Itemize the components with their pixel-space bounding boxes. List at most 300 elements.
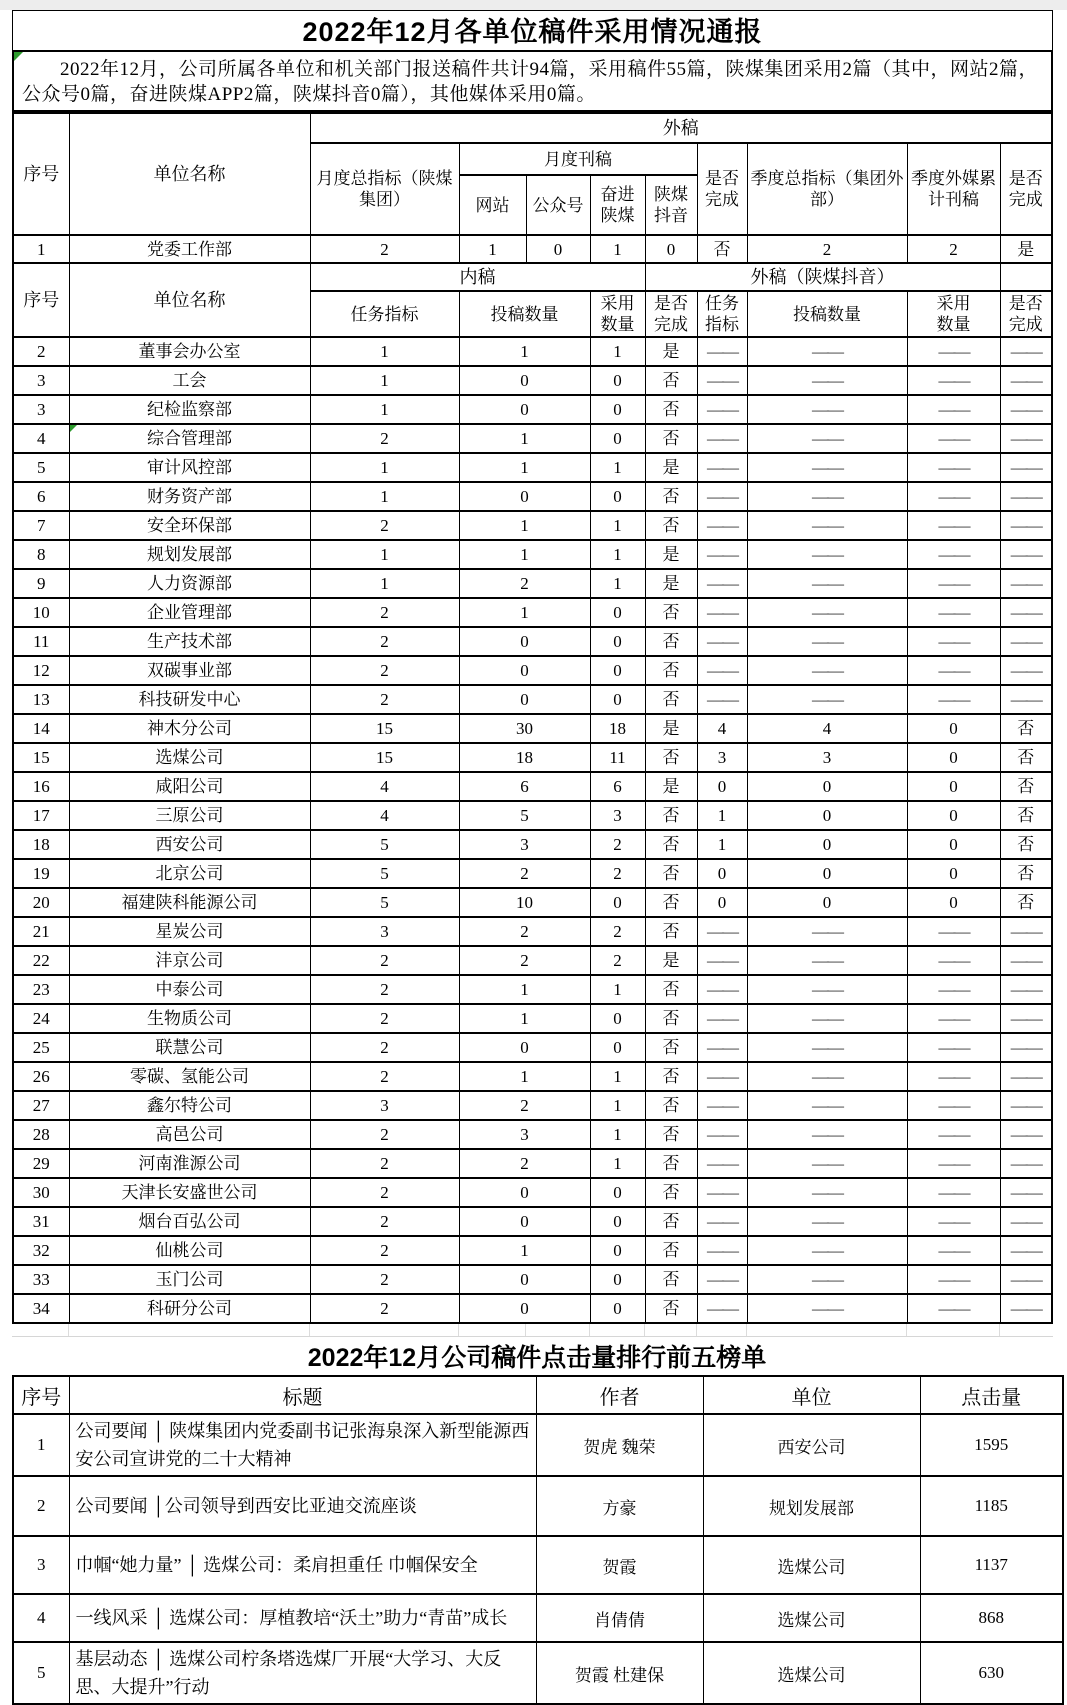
value-cell: 0 [459,366,590,395]
row-number: 17 [13,801,69,830]
value-cell: 2 [459,1091,590,1120]
cell-corner-marker [70,425,77,432]
value-cell: —— [907,424,1000,453]
value-cell: —— [747,1294,907,1323]
row-number: 21 [13,917,69,946]
value-cell: 2 [310,1149,459,1178]
value-cell: 1 [459,1062,590,1091]
value-cell: 否 [645,1265,697,1294]
value-cell: 0 [590,1236,645,1265]
value-cell: 2 [310,1265,459,1294]
value-cell: 0 [907,772,1000,801]
value-cell: —— [697,975,747,1004]
value-cell: 1 [590,1062,645,1091]
row-number: 4 [13,424,69,453]
value-cell: —— [697,482,747,511]
value-cell: —— [697,1120,747,1149]
value-cell: 1 [697,830,747,859]
value-cell: 否 [645,366,697,395]
col-header-account: 公众号 [526,175,590,235]
value-cell: 2 [747,235,907,263]
value-cell: —— [907,1120,1000,1149]
author-name: 肖倩倩 [536,1594,703,1642]
value-cell: —— [1000,975,1052,1004]
value-cell: —— [907,1091,1000,1120]
value-cell: —— [747,424,907,453]
adoption-table [12,112,1053,1324]
row-number: 9 [13,569,69,598]
col-header-unit: 单位 [703,1376,920,1414]
value-cell: —— [747,366,907,395]
value-cell: 否 [645,1178,697,1207]
unit-row [13,1033,1052,1062]
value-cell: —— [1000,1236,1052,1265]
value-cell: —— [907,1294,1000,1323]
unit-name: 三原公司 [69,801,310,830]
value-cell: —— [907,482,1000,511]
row-number: 27 [13,1091,69,1120]
value-cell: —— [697,1004,747,1033]
value-cell: 2 [459,917,590,946]
value-cell: —— [1000,1062,1052,1091]
value-cell: 否 [645,1004,697,1033]
col-header-unit: 单位名称 [69,113,310,235]
row-number: 23 [13,975,69,1004]
value-cell: —— [1000,337,1052,366]
col-header-submitted: 投稿数量 [459,291,590,337]
col-header-task: 任务指标 [310,291,459,337]
value-cell: 0 [907,859,1000,888]
value-cell: 1 [590,1091,645,1120]
value-cell: 3 [310,1091,459,1120]
value-cell: —— [1000,569,1052,598]
value-cell: —— [907,453,1000,482]
value-cell: —— [907,366,1000,395]
value-cell: —— [1000,598,1052,627]
value-cell: 2 [459,569,590,598]
value-cell: —— [697,1033,747,1062]
value-cell: —— [747,540,907,569]
row-number: 29 [13,1149,69,1178]
value-cell: 0 [590,685,645,714]
ranking-row [13,1642,1063,1704]
value-cell: 否 [1000,714,1052,743]
click-count: 1595 [920,1414,1063,1476]
value-cell: 0 [697,888,747,917]
value-cell: 2 [310,511,459,540]
unit-name: 选煤公司 [703,1594,920,1642]
value-cell: 3 [590,801,645,830]
click-count: 630 [920,1642,1063,1704]
value-cell: —— [747,337,907,366]
value-cell: 否 [645,1091,697,1120]
unit-name: 纪检监察部 [69,395,310,424]
value-cell: 2 [310,975,459,1004]
value-cell: 2 [590,917,645,946]
unit-name: 咸阳公司 [69,772,310,801]
col-header-done: 是否完成 [697,143,747,235]
unit-row [13,1207,1052,1236]
value-cell: 2 [310,1062,459,1091]
value-cell: 0 [645,235,697,263]
author-name: 贺霞 杜建保 [536,1642,703,1704]
unit-row [13,801,1052,830]
unit-row [13,482,1052,511]
value-cell: 2 [310,1178,459,1207]
cell-corner-marker [14,52,23,61]
value-cell: —— [1000,366,1052,395]
value-cell: —— [747,569,907,598]
value-cell: 10 [459,888,590,917]
value-cell: 0 [907,888,1000,917]
unit-row [13,1120,1052,1149]
value-cell: —— [907,685,1000,714]
author-name: 方豪 [536,1476,703,1536]
value-cell: —— [747,453,907,482]
value-cell: 1 [459,975,590,1004]
value-cell: 否 [645,685,697,714]
value-cell: 1 [459,540,590,569]
value-cell: 1 [459,1004,590,1033]
value-cell: 1 [590,453,645,482]
value-cell: 0 [590,482,645,511]
col-header-site: 网站 [459,175,526,235]
value-cell: —— [747,685,907,714]
row-number: 10 [13,598,69,627]
row-number: 6 [13,482,69,511]
value-cell: 否 [645,1120,697,1149]
value-cell: —— [747,1004,907,1033]
value-cell: —— [747,1265,907,1294]
value-cell: 15 [310,743,459,772]
row-number: 24 [13,1004,69,1033]
value-cell: 3 [459,1120,590,1149]
unit-name: 联慧公司 [69,1033,310,1062]
col-header-adopted: 采用数量 [590,291,645,337]
row-number: 31 [13,1207,69,1236]
unit-name: 沣京公司 [69,946,310,975]
value-cell: 2 [459,946,590,975]
unit-row [13,1004,1052,1033]
article-title: 一线风采 │ 选煤公司：厚植教培“沃土”助力“青苗”成长 [69,1594,536,1642]
row-number: 3 [13,1536,69,1594]
row-number: 3 [13,395,69,424]
value-cell: 否 [645,1207,697,1236]
unit-row [13,1149,1052,1178]
value-cell: 否 [1000,830,1052,859]
value-cell: —— [1000,1004,1052,1033]
ranking-title: 2022年12月公司稿件点击量排行前五榜单 [307,1344,767,1372]
row-number: 16 [13,772,69,801]
report-title [12,10,1053,50]
value-cell: —— [697,627,747,656]
value-cell: 是 [645,540,697,569]
group-header-external-douyin: 外稿（陕煤抖音） [645,263,1000,291]
value-cell: 5 [310,830,459,859]
value-cell: 1 [590,1149,645,1178]
value-cell: 否 [645,830,697,859]
col-header-monthly-total: 月度总指标（陕煤集团） [310,143,459,235]
group-header-monthly-pub: 月度刊稿 [459,143,697,175]
value-cell: 否 [645,1033,697,1062]
value-cell: —— [747,1149,907,1178]
unit-name: 仙桃公司 [69,1236,310,1265]
value-cell: 1 [459,453,590,482]
value-cell: —— [697,656,747,685]
value-cell: 是 [645,772,697,801]
value-cell: 否 [645,1149,697,1178]
value-cell: 6 [590,772,645,801]
unit-row [13,830,1052,859]
value-cell: 0 [459,482,590,511]
value-cell: —— [747,511,907,540]
unit-row [13,888,1052,917]
value-cell: —— [747,1120,907,1149]
value-cell: —— [697,511,747,540]
report-sheet [0,10,1067,1705]
value-cell: 否 [1000,743,1052,772]
value-cell: —— [697,337,747,366]
value-cell: —— [907,1178,1000,1207]
value-cell: 0 [590,656,645,685]
unit-name: 综合管理部 [69,424,310,453]
value-cell: 2 [310,424,459,453]
col-header-unit: 单位名称 [69,263,310,337]
value-cell: 0 [590,1033,645,1062]
value-cell: 1 [310,395,459,424]
value-cell: 0 [459,395,590,424]
value-cell: —— [1000,1265,1052,1294]
value-cell: —— [907,598,1000,627]
col-header-done-ext: 是否完成 [1000,291,1052,337]
col-header-done2: 是否完成 [1000,143,1052,235]
value-cell: 是 [645,946,697,975]
value-cell: 否 [645,801,697,830]
col-header-task-ext: 任务指标 [697,291,747,337]
value-cell: 0 [590,627,645,656]
value-cell: 2 [310,656,459,685]
value-cell: 2 [310,1033,459,1062]
value-cell: —— [1000,1120,1052,1149]
unit-name: 高邑公司 [69,1120,310,1149]
unit-row [13,424,1052,453]
value-cell: 0 [590,424,645,453]
value-cell: 1 [590,975,645,1004]
value-cell: —— [747,1033,907,1062]
value-cell: 3 [310,917,459,946]
unit-name: 选煤公司 [703,1536,920,1594]
value-cell: 1 [697,801,747,830]
value-cell: —— [697,917,747,946]
value-cell: —— [1000,685,1052,714]
unit-name: 玉门公司 [69,1265,310,1294]
value-cell: 否 [645,395,697,424]
row-number: 25 [13,1033,69,1062]
value-cell: —— [697,1294,747,1323]
unit-row [13,714,1052,743]
unit-row [13,656,1052,685]
col-header-quarter-media: 季度外媒累计刊稿 [907,143,1000,235]
value-cell: 1 [459,598,590,627]
col-header-done: 是否完成 [645,291,697,337]
value-cell: 0 [459,1294,590,1323]
value-cell: 否 [645,975,697,1004]
value-cell: —— [697,598,747,627]
click-count: 1137 [920,1536,1063,1594]
value-cell: 否 [645,424,697,453]
row-number: 14 [13,714,69,743]
row-number: 5 [13,1642,69,1704]
unit-name: 生物质公司 [69,1004,310,1033]
value-cell: 0 [907,830,1000,859]
col-header-article-title: 标题 [69,1376,536,1414]
value-cell: 2 [310,1294,459,1323]
value-cell: —— [907,1265,1000,1294]
value-cell: 4 [310,801,459,830]
row-number: 8 [13,540,69,569]
unit-row [13,453,1052,482]
col-header-no: 序号 [13,113,69,235]
value-cell: 0 [590,1004,645,1033]
value-cell: 2 [310,627,459,656]
value-cell: 1 [590,337,645,366]
value-cell: 6 [459,772,590,801]
value-cell: —— [1000,1207,1052,1236]
row-number: 30 [13,1178,69,1207]
value-cell: —— [747,598,907,627]
unit-name: 双碳事业部 [69,656,310,685]
value-cell: 2 [590,859,645,888]
value-cell: 1 [590,540,645,569]
value-cell: —— [907,975,1000,1004]
value-cell: 2 [310,946,459,975]
value-cell: —— [1000,917,1052,946]
row-number: 19 [13,859,69,888]
row-number: 1 [13,235,69,263]
value-cell: 2 [310,1120,459,1149]
unit-name: 烟台百弘公司 [69,1207,310,1236]
row-number: 18 [13,830,69,859]
value-cell: 0 [459,656,590,685]
unit-name: 董事会办公室 [69,337,310,366]
value-cell: —— [1000,1178,1052,1207]
value-cell: 1 [310,540,459,569]
value-cell: 否 [697,235,747,263]
table2-header-row-1 [13,263,1052,291]
value-cell: 2 [310,598,459,627]
value-cell: —— [697,395,747,424]
value-cell: 否 [1000,888,1052,917]
value-cell: 否 [645,743,697,772]
value-cell: 0 [459,1033,590,1062]
unit-name: 选煤公司 [703,1642,920,1704]
unit-name: 选煤公司 [69,743,310,772]
value-cell: 0 [459,627,590,656]
group-header-internal: 内稿 [310,263,645,291]
value-cell: 2 [310,685,459,714]
value-cell: 3 [697,743,747,772]
row-number: 3 [13,366,69,395]
value-cell: 2 [590,830,645,859]
row-number: 2 [13,337,69,366]
spacer-row [12,1324,1053,1337]
value-cell: —— [697,366,747,395]
row-number: 33 [13,1265,69,1294]
value-cell: —— [1000,540,1052,569]
value-cell: —— [907,1062,1000,1091]
top-strip [0,0,1067,10]
value-cell: 2 [310,235,459,263]
value-cell: 2 [907,235,1000,263]
value-cell: —— [1000,1294,1052,1323]
unit-name: 审计风控部 [69,453,310,482]
unit-name: 工会 [69,366,310,395]
value-cell: 是 [645,453,697,482]
unit-name: 中泰公司 [69,975,310,1004]
ranking-row [13,1594,1063,1642]
row-number: 7 [13,511,69,540]
row-number: 4 [13,1594,69,1642]
unit-name: 河南淮源公司 [69,1149,310,1178]
value-cell: 0 [590,1178,645,1207]
row-number: 34 [13,1294,69,1323]
value-cell: —— [747,946,907,975]
value-cell: 3 [747,743,907,772]
row-number: 22 [13,946,69,975]
value-cell: 0 [697,772,747,801]
value-cell: 0 [590,888,645,917]
unit-name: 北京公司 [69,859,310,888]
value-cell: —— [697,569,747,598]
table1-header-row-1 [13,113,1052,143]
value-cell: 0 [590,1207,645,1236]
value-cell: 否 [1000,859,1052,888]
value-cell: —— [907,946,1000,975]
unit-row [13,1178,1052,1207]
unit-row [13,772,1052,801]
value-cell: 2 [310,1207,459,1236]
summary-text: 2022年12月，公司所属各单位和机关部门报送稿件共计94篇，采用稿件55篇，陕煤集团采用2篇（其中，网站2篇，公众号0篇，奋进陕煤APP2篇，陕煤抖音0篇），其他媒体采用0篇。 [22,59,1039,105]
col-header-author: 作者 [536,1376,703,1414]
value-cell: 1 [310,337,459,366]
value-cell: —— [697,1149,747,1178]
value-cell: —— [907,337,1000,366]
value-cell: —— [697,1265,747,1294]
value-cell: 否 [645,598,697,627]
value-cell: —— [697,685,747,714]
value-cell: 0 [747,801,907,830]
value-cell: 3 [459,830,590,859]
ranking-row [13,1476,1063,1536]
row-number: 26 [13,1062,69,1091]
value-cell: —— [907,627,1000,656]
unit-name: 人力资源部 [69,569,310,598]
value-cell: 否 [1000,772,1052,801]
value-cell: —— [747,482,907,511]
value-cell: —— [1000,482,1052,511]
value-cell: 15 [310,714,459,743]
unit-name: 科技研发中心 [69,685,310,714]
unit-row [13,975,1052,1004]
value-cell: —— [1000,1149,1052,1178]
value-cell: —— [747,627,907,656]
value-cell: 否 [645,1294,697,1323]
value-cell: 0 [590,598,645,627]
value-cell: —— [747,1236,907,1265]
unit-name: 规划发展部 [703,1476,920,1536]
value-cell: 1 [459,337,590,366]
value-cell: 0 [459,1207,590,1236]
